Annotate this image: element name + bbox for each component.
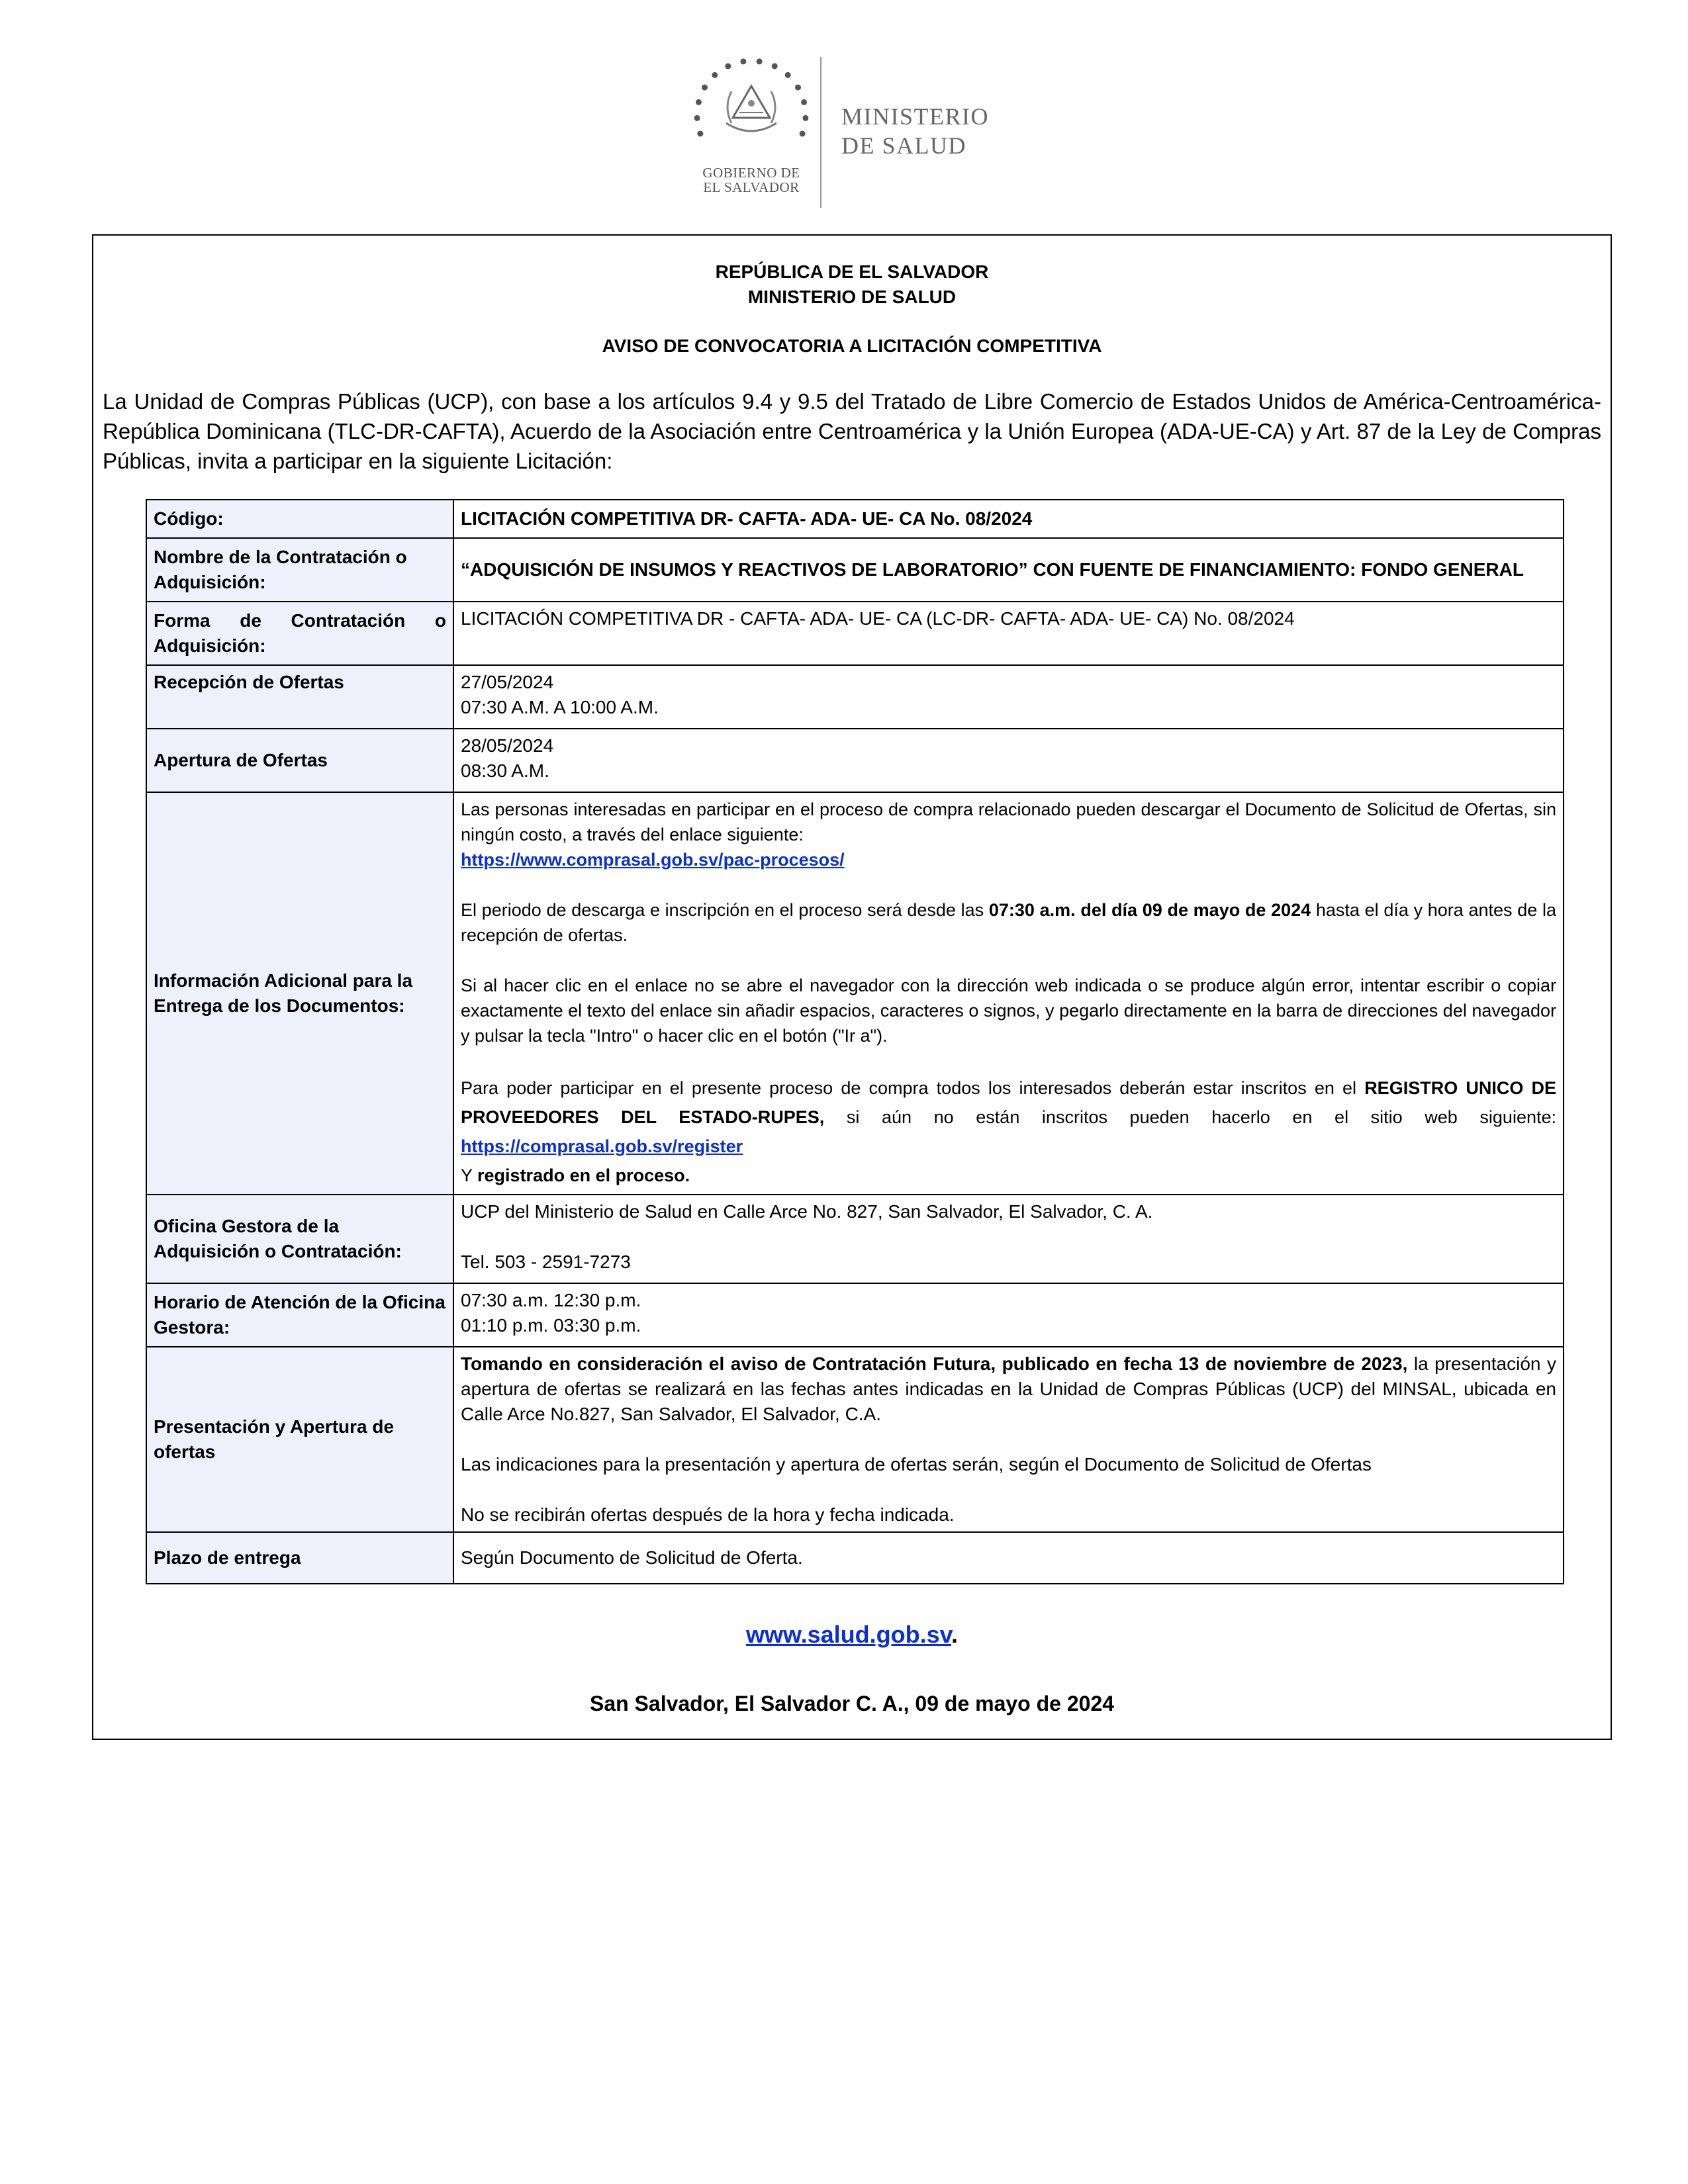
- star-icon: [702, 85, 708, 91]
- download-info: Las personas interesadas en participar en el proceso de compra relacionado pueden descargar el Documento de Solicitud de Ofertas, sin ningún costo, a través del enlace siguiente: https://www.comprasal.gob.sv/pac-procesos/: [461, 799, 1556, 870]
- row-label: Forma de Contratación o Adquisición:: [146, 602, 453, 665]
- table-row: [146, 1195, 1564, 1283]
- row-label: Código:: [146, 500, 453, 538]
- ministry-heading: MINISTERIO DE SALUD: [747, 287, 957, 307]
- opening-date: 28/05/2024: [461, 735, 554, 756]
- coat-of-arms-icon: [685, 52, 818, 184]
- table-row: [146, 602, 1564, 665]
- star-icon: [757, 58, 763, 64]
- table-row: [146, 1347, 1564, 1532]
- row-label: Nombre de la Contratación o Adquisición:: [146, 538, 453, 602]
- comprasal-processes-link[interactable]: https://www.comprasal.gob.sv/pac-procesos/: [461, 850, 845, 870]
- star-icon: [740, 58, 746, 64]
- salud-website-link[interactable]: www.salud.gob.sv: [745, 1621, 952, 1648]
- reception-date: 27/05/2024: [461, 672, 554, 692]
- notice-title: AVISO DE CONVOCATORIA A LICITACIÓN COMPETITIVA: [602, 336, 1102, 356]
- row-label: Información Adicional para la Entrega de los Documentos:: [146, 792, 453, 1195]
- table-row: [146, 1283, 1564, 1347]
- table-row: [146, 500, 1564, 538]
- row-label: Plazo de entrega: [146, 1532, 453, 1584]
- ministry-name: MINISTERIO DE SALUD: [841, 103, 989, 159]
- rupes-registration: Para poder participar en el presente proceso de compra todos los interesados deberán estar inscritos en el REGISTRO UNICO DE PROVEEDORES DEL ESTADO-RUPES, si aún no están inscritos pueden hacerlo en el sitio web siguiente: https://comprasal.gob.sv/register Y registrado en el proceso.: [461, 1078, 1556, 1185]
- row-value: LICITACIÓN COMPETITIVA DR- CAFTA- ADA- UE- CA No. 08/2024: [453, 500, 1564, 538]
- row-label: Recepción de Ofertas: [146, 665, 453, 729]
- download-period: El periodo de descarga e inscripción en el proceso será desde las 07:30 a.m. del día 09 de mayo de 2024 hasta el día y hora antes de la recepción de ofertas.: [461, 900, 1557, 945]
- star-icon: [772, 63, 778, 69]
- website-footer: www.salud.gob.sv.: [745, 1621, 959, 1648]
- star-icon: [694, 115, 700, 121]
- table-row: [146, 792, 1564, 1195]
- row-value: Según Documento de Solicitud de Oferta.: [453, 1532, 1564, 1584]
- row-value: “ADQUISICIÓN DE INSUMOS Y REACTIVOS DE LABORATORIO” CON FUENTE DE FINANCIAMIENTO: FONDO GENERAL: [453, 538, 1564, 602]
- star-icon: [725, 63, 731, 69]
- row-value: [453, 729, 1564, 792]
- row-label: Apertura de Ofertas: [146, 729, 453, 792]
- link-help: Si al hacer clic en el enlace no se abre el navegador con la dirección web indicada o se produce algún error, intentar escribir o copiar exactamente el texto del enlace sin añadir espacios, caracteres o signos, y pegarlo directamente en la barra de direcciones del navegador y pulsar la tecla "Intro" o hacer clic en el botón ("Ir a").: [461, 976, 1556, 1046]
- row-value: UCP del Ministerio de Salud en Calle Arce No. 827, San Salvador, El Salvador, C. A. Tel. 503 - 2591-7273: [453, 1195, 1564, 1283]
- row-label: Oficina Gestora de la Adquisición o Contratación:: [146, 1195, 453, 1283]
- star-icon: [800, 131, 806, 137]
- row-label: Horario de Atención de la Oficina Gestora:: [146, 1283, 453, 1347]
- row-label: Presentación y Apertura de ofertas: [146, 1347, 453, 1532]
- intro-paragraph: La Unidad de Compras Públicas (UCP), con base a los artículos 9.4 y 9.5 del Tratado de Libre Comercio de Estados Unidos de América-Centroamérica-República Dominicana (TLC-DR-CAFTA), Acuerdo de la Asociación entre Centroamérica y la Unión Europea (ADA-UE-CA) y Art. 87 de la Ley de Compras Públicas, invita a participar en la siguiente Licitación:: [103, 389, 1601, 473]
- table-row: [146, 538, 1564, 602]
- row-value: Tomando en consideración el aviso de Contratación Futura, publicado en fecha 13 de noviembre de 2023, la presentación y apertura de ofertas se realizará en las fechas antes indicadas en la Unidad de Compras Públicas (UCP) del MINSAL, ubicada en Calle Arce No.827, San Salvador, El Salvador, C.A. Las indicaciones para la presentación y apertura de ofertas serán, según el Documento de Solicitud de Ofertas No se recibirán ofertas después de la hora y fecha indicada.: [453, 1347, 1564, 1532]
- notice-frame: [92, 234, 1612, 1740]
- star-icon: [697, 131, 703, 137]
- tender-details-table: [146, 499, 1564, 1584]
- star-icon: [801, 99, 807, 105]
- table-row: [146, 1532, 1564, 1584]
- opening-time: 08:30 A.M.: [461, 760, 549, 781]
- row-value: [453, 792, 1564, 1195]
- star-icon: [696, 99, 702, 105]
- place-date: San Salvador, El Salvador C. A., 09 de mayo de 2024: [589, 1692, 1115, 1715]
- star-icon: [795, 85, 801, 91]
- government-logo: [685, 52, 1016, 210]
- table-row: [146, 729, 1564, 792]
- star-icon: [785, 72, 791, 78]
- comprasal-register-link[interactable]: https://comprasal.gob.sv/register: [461, 1136, 743, 1156]
- republic-heading: REPÚBLICA DE EL SALVADOR: [715, 261, 989, 282]
- row-value: [453, 665, 1564, 729]
- logo-divider: [820, 57, 821, 208]
- reception-time: 07:30 A.M. A 10:00 A.M.: [461, 697, 659, 717]
- star-icon: [712, 72, 718, 78]
- government-name: GOBIERNO DE EL SALVADOR: [702, 165, 800, 195]
- row-value: 07:30 a.m. 12:30 p.m. 01:10 p.m. 03:30 p.m.: [453, 1283, 1564, 1347]
- table-row: [146, 665, 1564, 729]
- star-icon: [802, 115, 808, 121]
- row-value: LICITACIÓN COMPETITIVA DR - CAFTA- ADA- UE- CA (LC-DR- CAFTA- ADA- UE- CA) No. 08/2024: [453, 602, 1564, 665]
